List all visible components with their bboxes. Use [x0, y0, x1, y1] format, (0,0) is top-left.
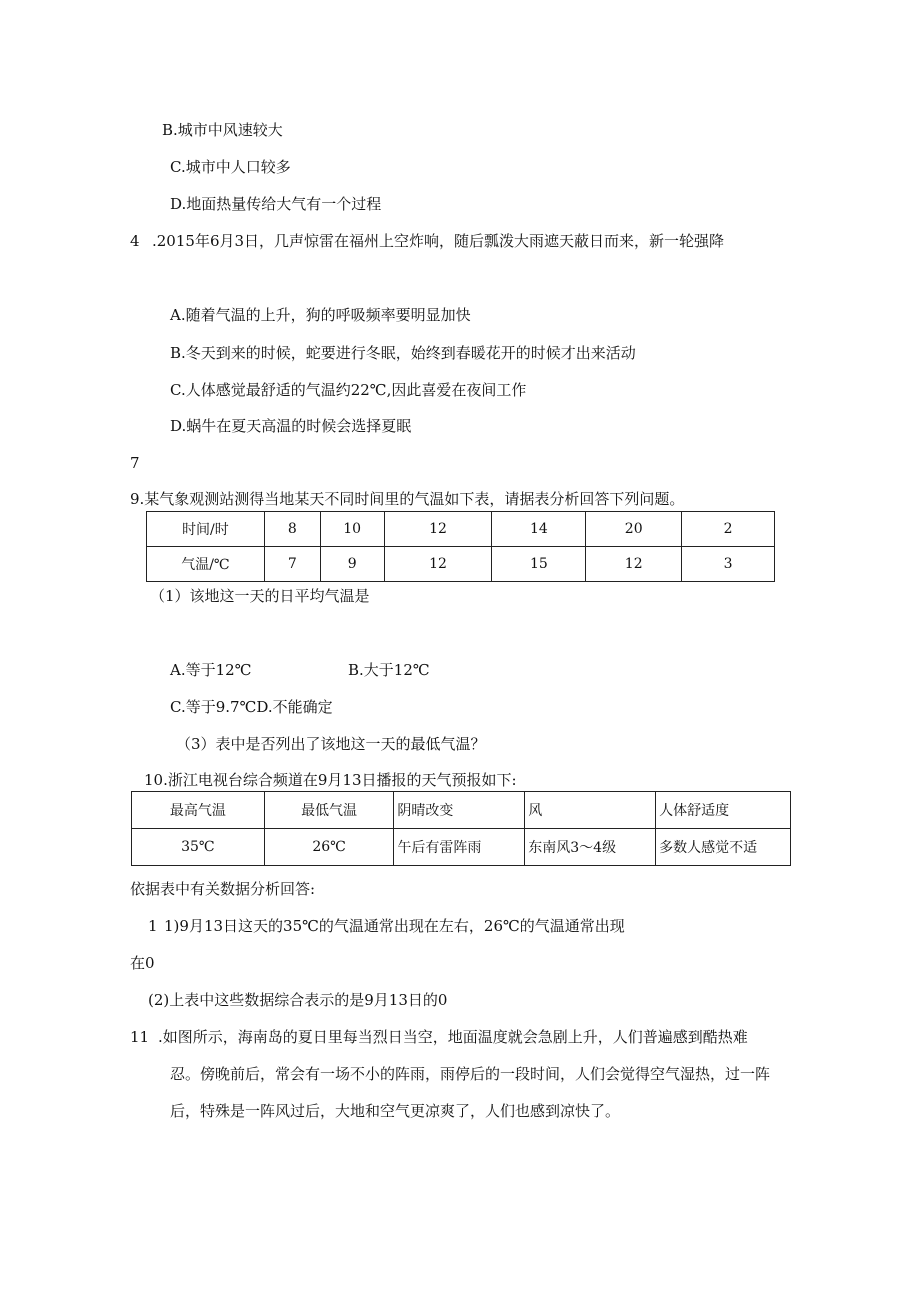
- q9-option-cd: C.等于9.7℃D.不能确定: [170, 698, 333, 716]
- q10-text: 10.浙江电视台综合频道在9月13日播报的天气预报如下:: [144, 771, 517, 789]
- table-cell: 20: [586, 512, 682, 547]
- q4-option-d: D.蜗牛在夏天高温的时候会选择夏眠: [170, 417, 412, 435]
- table-header-cell: 人体舒适度: [656, 792, 791, 829]
- table-row: [132, 829, 791, 866]
- table-cell: 12: [384, 512, 492, 547]
- temperature-table: [146, 511, 775, 582]
- q10-sub2: (2)上表中这些数据综合表示的是9月13日的0: [148, 991, 448, 1009]
- table-cell: 午后有雷阵雨: [394, 829, 525, 866]
- table-cell: 东南风3～4级: [525, 829, 656, 866]
- stray-number: 7: [130, 454, 140, 472]
- q9-text: 9.某气象观测站测得当地某天不同时间里的气温如下表，请据表分析回答下列问题。: [130, 490, 685, 508]
- table-cell: 7: [264, 547, 320, 582]
- q10-sub1-cont: 在0: [130, 954, 155, 972]
- table-cell: 3: [682, 547, 775, 582]
- table-row: [147, 547, 775, 582]
- q9-option-a: A.等于12℃: [170, 661, 252, 679]
- table-cell: 26℃: [264, 829, 394, 866]
- table-header-cell: 最高气温: [132, 792, 265, 829]
- q11-line3: 后，特殊是一阵风过后，大地和空气更凉爽了，人们也感到凉快了。: [170, 1102, 621, 1120]
- table-cell: 10: [320, 512, 384, 547]
- table-cell: 12: [586, 547, 682, 582]
- q4-option-c: C.人体感觉最舒适的气温约22℃,因此喜爱在夜间工作: [170, 381, 527, 399]
- q4-text: .2015年6月3日，几声惊雷在福州上空炸响，随后瓢泼大雨遮天蔽日而来，新一轮强降: [152, 232, 725, 250]
- q3-option-d: D.地面热量传给大气有一个过程: [170, 195, 382, 213]
- table-row: [147, 512, 775, 547]
- table-cell: 15: [492, 547, 586, 582]
- q10-analysis: 依据表中有关数据分析回答:: [130, 880, 316, 898]
- q3-option-c: C.城市中人口较多: [170, 158, 291, 176]
- table-cell: 2: [682, 512, 775, 547]
- q4-number: 4: [130, 232, 140, 250]
- weather-forecast-table: [131, 791, 791, 866]
- q10-sub1: 1)9月13日这天的35℃的气温通常出现在左右，26℃的气温通常出现: [164, 917, 625, 935]
- q4-option-a: A.随着气温的上升，狗的呼吸频率要明显加快: [170, 306, 471, 324]
- q4-option-b: B.冬天到来的时候，蛇要进行冬眠，始终到春暖花开的时候才出来活动: [170, 344, 636, 362]
- q9-sub1: （1）该地这一天的日平均气温是: [150, 587, 370, 605]
- q3-option-b: B.城市中风速较大: [162, 121, 283, 139]
- q11-number: 11: [130, 1028, 150, 1046]
- q10-sub1-number: 1: [148, 917, 158, 935]
- q9-option-b: B.大于12℃: [348, 661, 430, 679]
- q11-line2: 忍。傍晚前后，常会有一场不小的阵雨，雨停后的一段时间，人们会觉得空气湿热，过一阵: [170, 1065, 771, 1083]
- table-cell: 8: [264, 512, 320, 547]
- table-header-cell: 阴晴改变: [394, 792, 525, 829]
- table-header-cell: 最低气温: [264, 792, 394, 829]
- q11-line1: .如图所示，海南岛的夏日里每当烈日当空，地面温度就会急剧上升，人们普遍感到酷热难: [158, 1028, 748, 1046]
- table-cell: 9: [320, 547, 384, 582]
- q9-sub3: （3）表中是否列出了该地这一天的最低气温？: [176, 735, 486, 753]
- table-header-cell: 风: [525, 792, 656, 829]
- table-cell: 35℃: [132, 829, 265, 866]
- table-cell: 14: [492, 512, 586, 547]
- table-cell: 多数人感觉不适: [656, 829, 791, 866]
- table-row: [132, 792, 791, 829]
- table-cell: 12: [384, 547, 492, 582]
- table-cell: 气温/℃: [147, 547, 265, 582]
- table-cell: 时间/时: [147, 512, 265, 547]
